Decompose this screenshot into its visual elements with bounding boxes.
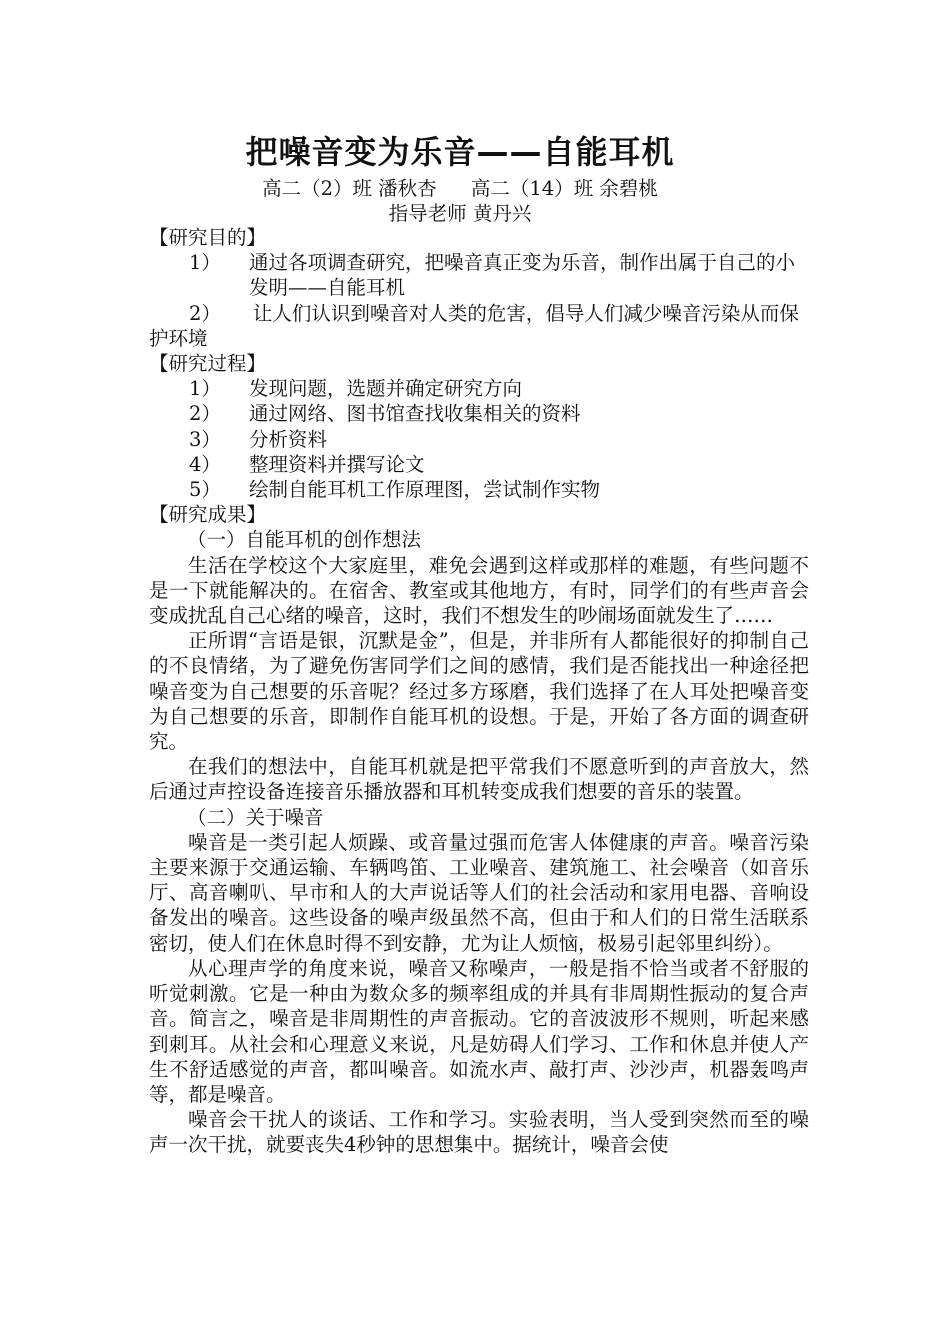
document-body — [149, 225, 809, 1158]
process-item — [149, 401, 809, 426]
item-text: 发现问题，选题并确定研究方向 — [249, 377, 523, 401]
item-text: 通过网络、图书馆查找收集相关的资料 — [249, 402, 581, 426]
section-1-title: （一）自能耳机的创作想法 — [187, 528, 422, 552]
item-text: 绘制自能耳机工作原理图，尝试制作实物 — [249, 478, 601, 502]
process-item — [149, 477, 809, 502]
authors-line — [0, 175, 920, 203]
author-1: 高二（2）班 潘秋杏 — [262, 177, 437, 200]
item-number: 5） — [189, 478, 221, 502]
item-number: 1） — [189, 251, 221, 275]
item-number: 2） — [189, 301, 221, 325]
section-2-title: （二）关于噪音 — [187, 805, 324, 829]
author-2: 高二（14）班 余碧桃 — [470, 177, 658, 200]
item-text: 整理资料并撰写论文 — [249, 452, 425, 476]
purpose-item — [149, 250, 809, 300]
advisor-line: 指导老师 黄丹兴 — [388, 202, 532, 225]
item-text: 分析资料 — [249, 427, 328, 451]
results-heading: 【研究成果】 — [149, 503, 267, 527]
paragraph: 生活在学校这个大家庭里，难免会遇到这样或那样的难题，有些问题不是一下就能解决的。在宿舍、教室或其他地方，有时，同学们的有些声音会变成扰乱自己心绪的噪音，这时，我们不想发生的吵闹场面就发生了…… — [149, 553, 809, 628]
purpose-item — [149, 301, 809, 351]
paragraph: 在我们的想法中，自能耳机就是把平常我们不愿意听到的声音放大，然后通过声控设备连接音乐播放器和耳机转变成我们想要的音乐的装置。 — [149, 755, 809, 804]
item-text: 让人们认识到噪音对人类的危害，倡导人们减少噪音污染从而保护环境 — [149, 301, 799, 350]
paragraph: 从心理声学的角度来说，噪音又称噪声，一般是指不恰当或者不舒服的听觉刺激。它是一种由为数众多的频率组成的并具有非周期性振动的复合声音。简言之，噪音是非周期性的声音振动。它的音波波形不规则，听起来感到刺耳。从社会和心理意义来说，凡是妨碍人们学习、工作和休息并使人产生不舒适感觉的声音，都叫噪音。如流水声、敲打声、沙沙声，机器轰鸣声等，都是噪音。 — [149, 956, 809, 1106]
item-number: 4） — [189, 452, 221, 476]
process-heading: 【研究过程】 — [149, 352, 267, 376]
item-number: 3） — [189, 427, 221, 451]
purpose-heading: 【研究目的】 — [149, 226, 267, 249]
paragraph: 噪音是一类引起人烦躁、或音量过强而危害人体健康的声音。噪音污染主要来源于交通运输、车辆鸣笛、工业噪音、建筑施工、社会噪音（如音乐厅、高音喇叭、早市和人的大声说话等人们的社会活动和家用电器、音响设备发出的噪音。这些设备的噪声级虽然不高，但由于和人们的日常生活联系密切，使人们在休息时得不到安静，尤为让人烦恼，极易引起邻里纠纷）。 — [149, 830, 809, 955]
process-item — [149, 376, 809, 401]
process-item — [149, 452, 809, 477]
item-number: 1） — [189, 377, 221, 401]
paragraph: 噪音会干扰人的谈话、工作和学习。实验表明，当人受到突然而至的噪声一次干扰，就要丧失4秒钟的思想集中。据统计，噪音会使 — [149, 1108, 809, 1157]
item-text: 通过各项调查研究，把噪音真正变为乐音，制作出属于自己的小发明——自能耳机 — [249, 251, 796, 300]
document-title: 把噪音变为乐音——自能耳机 — [245, 133, 675, 171]
item-number: 2） — [189, 402, 221, 426]
process-item — [149, 427, 809, 452]
paragraph: 正所谓“言语是银，沉默是金”，但是，并非所有人都能很好的抑制自己的不良情绪，为了避免伤害同学们之间的感情，我们是否能找出一种途径把噪音变为自己想要的乐音呢？经过多方琢磨，我们选择了在人耳处把噪音变为自己想要的乐音，即制作自能耳机的设想。于是，开始了各方面的调查研究。 — [149, 629, 809, 754]
